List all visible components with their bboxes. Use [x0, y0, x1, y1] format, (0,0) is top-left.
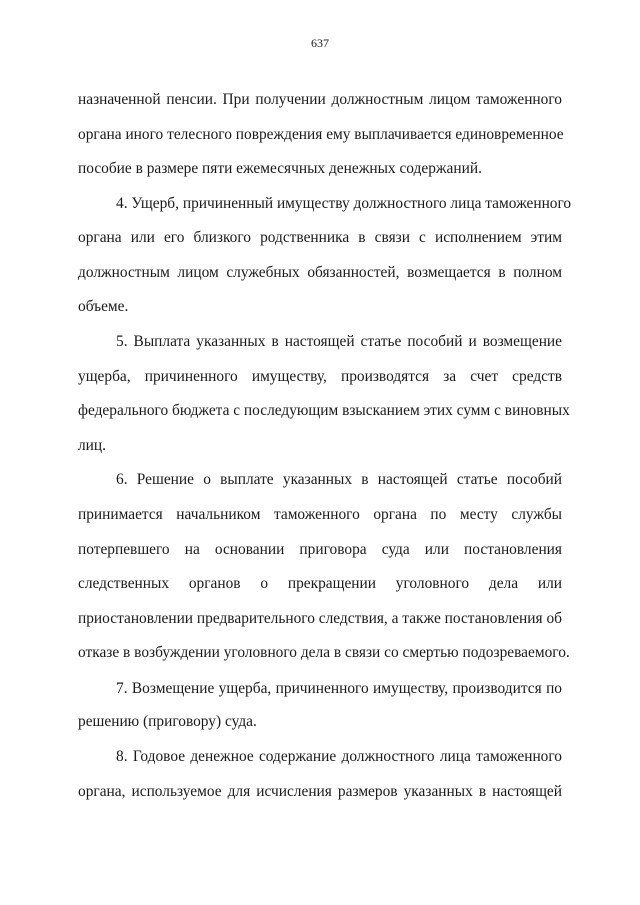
text-line: ущерба, причиненного имуществу, производятся за счет средств	[78, 368, 562, 385]
text-line: 7. Возмещение ущерба, причиненного имуществу, производится по	[116, 680, 562, 697]
text-line: 6. Решение о выплате указанных в настоящей статье пособий	[116, 471, 562, 488]
text-line: лиц.	[78, 437, 107, 454]
text-line: органа, используемое для исчисления размеров указанных в настоящей	[78, 783, 562, 800]
text-line: принимается начальником таможенного органа по месту службы	[78, 506, 562, 523]
text-line: приостановлении предварительного следствия, а также постановления об	[78, 610, 562, 627]
text-line: 8. Годовое денежное содержание должностного лица таможенного	[116, 748, 562, 765]
text-line: органа или его близкого родственника в связи с исполнением этим	[78, 229, 562, 246]
text-line: следственных органов о прекращении уголовного дела или	[78, 575, 562, 592]
text-line: 5. Выплата указанных в настоящей статье пособий и возмещение	[116, 333, 562, 350]
text-line: назначенной пенсии. При получении должностным лицом таможенного	[78, 91, 562, 108]
text-line: отказе в возбуждении уголовного дела в связи со смертью подозреваемого.	[78, 644, 570, 661]
text-line: пособие в размере пяти ежемесячных денежных содержаний.	[78, 160, 482, 177]
text-line: решению (приговору) суда.	[78, 713, 257, 730]
text-line: федерального бюджета с последующим взысканием этих сумм с виновных	[78, 402, 570, 419]
page-number: 637	[311, 36, 329, 50]
text-line: должностным лицом служебных обязанностей, возмещается в полном	[78, 264, 562, 281]
text-line: 4. Ущерб, причиненный имуществу должностного лица таможенного	[116, 195, 572, 212]
text-line: объеме.	[78, 298, 129, 315]
text-line: органа иного телесного повреждения ему выплачивается единовременное	[78, 126, 564, 143]
text-line: потерпевшего на основании приговора суда или постановления	[78, 541, 562, 558]
